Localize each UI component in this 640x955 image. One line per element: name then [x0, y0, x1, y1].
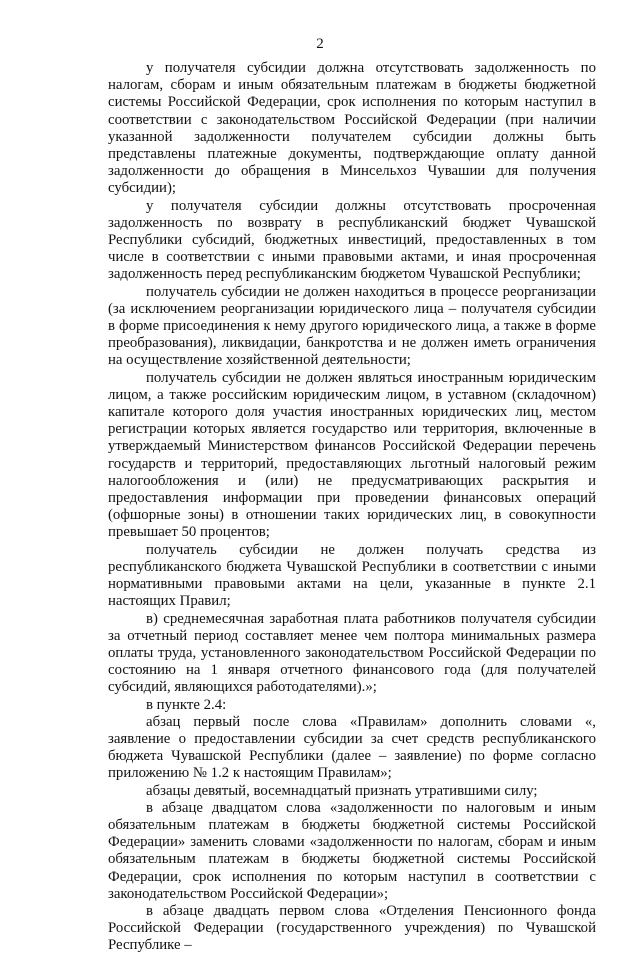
paragraph: в абзаце двадцатом слова «задолженности по налоговым и иным обязательным платежам в бюджеты бюджетной системы Российской Федерации» заменить словами «задолженности по налогам, сборам и иным обязательным платежам в бюджеты бюджетной системы Российской Федерации, срок исполнения по которым наступил в соответствии с законодательством Российской Федерации»; [108, 799, 596, 902]
paragraph: получатель субсидии не должен получать средства из республиканского бюджета Чувашской Республики в соответствии с иными нормативными правовыми актами на цели, указанные в пункте 2.1 настоящих Правил; [108, 541, 596, 610]
paragraph: в) среднемесячная заработная плата работников получателя субсидии за отчетный период составляет менее чем полтора минимальных размера оплаты труда, установленного законодательством Российской Федерации по состоянию на 1 января отчетного финансового года (для получателей субсидий, являющихся работодателями).»; [108, 610, 596, 696]
paragraph: в пункте 2.4: [146, 696, 227, 713]
paragraph: в абзаце двадцать первом слова «Отделения Пенсионного фонда Российской Федерации (государственного учреждения) по Чувашской Республике – [108, 902, 596, 954]
paragraph: получатель субсидии не должен являться иностранным юридическим лицом, а также российским юридическим лицом, в уставном (складочном) капитале которого доля участия иностранных юридических лиц, местом регистрации которых является государство или территория, включенные в утверждаемый Министерством финансов Российской Федерации перечень государств и территорий, предоставляющих льготный налоговый режим налогообложения и (или) не предусматривающих раскрытия и предоставления информации при проведении финансовых операций (офшорные зоны) в отношении таких юридических лиц, в совокупности превышает 50 процентов; [108, 369, 596, 541]
paragraph: абзацы девятый, восемнадцатый признать утратившими силу; [146, 782, 538, 799]
paragraph: у получателя субсидии должна отсутствовать задолженность по налогам, сборам и иным обязательным платежам в бюджеты бюджетной системы Российской Федерации, срок исполнения по которым наступил в соответствии с законодательством Российской Федерации (при наличии указанной задолженности получателем субсидии должны быть представлены платежные документы, подтверждающие оплату данной задолженности до обращения в Минсельхоз Чувашии для получения субсидии); [108, 60, 596, 197]
paragraph: у получателя субсидии должны отсутствовать просроченная задолженность по возврату в республиканский бюджет Чувашской Республики субсидий, бюджетных инвестиций, предоставленных в том числе в соответствии с иными правовыми актами, и иная просроченная задолженность перед республиканским бюджетом Чувашской Республики; [108, 197, 596, 283]
page-number: 2 [316, 36, 324, 52]
document-body [108, 60, 596, 955]
paragraph: абзац первый после слова «Правилам» дополнить словами «, заявление о предоставлении субсидии за счет средств республиканского бюджета Чувашской Республики (далее – заявление) по форме согласно приложению № 1.2 к настоящим Правилам»; [108, 713, 596, 782]
paragraph: получатель субсидии не должен находиться в процессе реорганизации (за исключением реорганизации юридического лица – получателя субсидии в форме присоединения к нему другого юридического лица, а также в форме преобразования), ликвидации, банкротства и не должен иметь ограничения на осуществление хозяйственной деятельности; [108, 283, 596, 369]
